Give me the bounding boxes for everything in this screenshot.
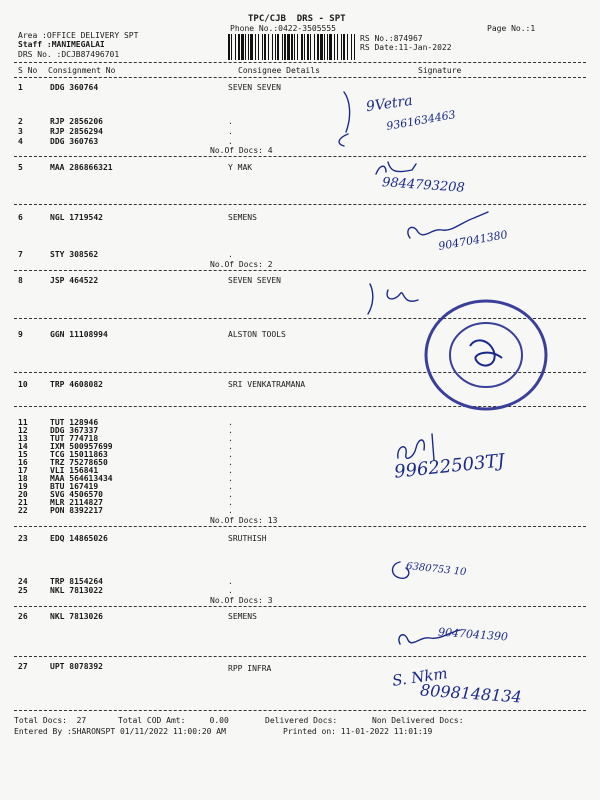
row-sno: 8 — [18, 276, 23, 285]
drs-number: DRS No. :DCJB87496701 — [18, 50, 120, 59]
staff-label: Staff :MANIMEGALAI — [18, 40, 105, 49]
row-consignee: SEVEN SEVEN — [228, 276, 281, 285]
row-sno: 17 — [18, 466, 28, 475]
row-sno: 9 — [18, 330, 23, 339]
rs-date: RS Date:11-Jan-2022 — [360, 43, 452, 52]
row-sno: 26 — [18, 612, 28, 621]
handwritten-signature: 9Vetra — [365, 92, 414, 116]
row-consignee: . — [228, 434, 233, 443]
row-consignment: TUT 128946 — [50, 418, 99, 427]
row-sno: 7 — [18, 250, 23, 259]
row-consignment: DDG 360763 — [50, 137, 99, 146]
row-consignment: TCG 15011863 — [50, 450, 108, 459]
row-consignment: EDQ 14865026 — [50, 534, 108, 543]
row-sno: 10 — [18, 380, 28, 389]
row-consignee: . — [228, 127, 233, 136]
total-docs: Total Docs: 27 — [14, 716, 87, 725]
company-seal — [420, 296, 552, 414]
row-sno: 2 — [18, 117, 23, 126]
row-sno: 13 — [18, 434, 28, 443]
col-consignee: Consignee Details — [238, 66, 320, 75]
row-consignee: . — [228, 490, 233, 499]
row-sno: 6 — [18, 213, 23, 222]
row-sno: 3 — [18, 127, 23, 136]
barcode — [228, 34, 358, 60]
row-consignment: MAA 286866321 — [50, 163, 113, 172]
row-consignee: . — [228, 577, 233, 586]
row-consignment: DDG 360764 — [50, 83, 99, 92]
row-sno: 1 — [18, 83, 23, 92]
signature-scribble — [330, 86, 380, 152]
phone-number: Phone No.:0422-3505555 — [230, 24, 336, 33]
row-sno: 15 — [18, 450, 28, 459]
row-consignment: NKL 7813022 — [50, 586, 103, 595]
row-consignee: . — [228, 586, 233, 595]
row-sno: 24 — [18, 577, 28, 586]
handwritten-phone: 8098148134 — [419, 680, 523, 707]
page-number: Page No.:1 — [487, 24, 536, 33]
row-consignee: SEVEN SEVEN — [228, 83, 281, 92]
col-consignment: Consignment No — [48, 66, 116, 75]
row-sno: 11 — [18, 418, 28, 427]
row-consignee: SEMENS — [228, 213, 257, 222]
row-consignee: ALSTON TOOLS — [228, 330, 286, 339]
row-consignment: TRP 8154264 — [50, 577, 103, 586]
row-consignee: . — [228, 426, 233, 435]
row-consignee: . — [228, 137, 233, 146]
row-consignment: SVG 4506570 — [50, 490, 103, 499]
row-consignee: . — [228, 450, 233, 459]
handwritten-signature: S. Nkm — [391, 664, 449, 690]
divider — [14, 77, 586, 78]
handwritten-phone: 9361634463 — [385, 108, 457, 133]
handwritten-phone: 9047041380 — [437, 228, 509, 253]
divider — [14, 204, 586, 205]
row-consignee: . — [228, 474, 233, 483]
row-sno: 18 — [18, 474, 28, 483]
row-consignee: . — [228, 250, 233, 259]
row-consignee: . — [228, 482, 233, 491]
divider — [14, 156, 586, 157]
printed-on: Printed on: 11-01-2022 11:01:19 — [283, 727, 433, 736]
row-consignment: PON 8392217 — [50, 506, 103, 515]
row-sno: 27 — [18, 662, 28, 671]
row-consignee: . — [228, 458, 233, 467]
row-consignment: DDG 367337 — [50, 426, 99, 435]
total-cod: Total COD Amt: 0.00 — [118, 716, 229, 725]
doc-count: No.Of Docs: 4 — [210, 146, 273, 155]
row-sno: 16 — [18, 458, 28, 467]
divider — [14, 62, 586, 63]
row-consignment: STY 308562 — [50, 250, 99, 259]
row-sno: 22 — [18, 506, 28, 515]
non-delivered-docs: Non Delivered Docs: — [372, 716, 464, 725]
row-consignee: SEMENS — [228, 612, 257, 621]
delivered-docs: Delivered Docs: — [265, 716, 338, 725]
row-consignee: RPP INFRA — [228, 664, 272, 673]
row-consignment: MAA 564613434 — [50, 474, 113, 483]
divider — [14, 656, 586, 657]
row-sno: 4 — [18, 137, 23, 146]
row-consignee: . — [228, 418, 233, 427]
rs-number: RS No.:874967 — [360, 34, 423, 43]
row-consignment: BTU 167419 — [50, 482, 99, 491]
row-sno: 12 — [18, 426, 28, 435]
col-sno: S No — [18, 66, 38, 75]
row-consignment: TUT 774718 — [50, 434, 99, 443]
row-consignment: NKL 7813026 — [50, 612, 103, 621]
divider — [14, 606, 586, 607]
row-consignee: SRUTHISH — [228, 534, 267, 543]
doc-count: No.Of Docs: 3 — [210, 596, 273, 605]
handwritten-phone: 99622503TJ — [393, 450, 506, 483]
doc-count: No.Of Docs: 2 — [210, 260, 273, 269]
handwritten-phone: 9844793208 — [381, 175, 466, 196]
row-consignment: UPT 8078392 — [50, 662, 103, 671]
doc-count: No.Of Docs: 13 — [210, 516, 278, 525]
row-consignee: SRI VENKATRAMANA — [228, 380, 306, 389]
report-title: TPC/CJB DRS - SPT — [248, 14, 346, 24]
row-sno: 14 — [18, 442, 28, 451]
divider — [14, 270, 586, 271]
row-sno: 19 — [18, 482, 28, 491]
row-consignment: RJP 2856294 — [50, 127, 103, 136]
row-consignee: . — [228, 506, 233, 515]
handwritten-phone: 6380753 10 — [405, 560, 467, 579]
divider — [14, 526, 586, 527]
row-sno: 20 — [18, 490, 28, 499]
col-signature: Signature — [418, 66, 462, 75]
row-consignment: IXM 500957699 — [50, 442, 113, 451]
row-consignment: VLI 156841 — [50, 466, 99, 475]
row-consignment: GGN 11108994 — [50, 330, 108, 339]
divider — [14, 710, 586, 711]
row-consignee: Y MAK — [228, 163, 253, 172]
row-consignment: JSP 464522 — [50, 276, 99, 285]
area-label: Area :OFFICE DELIVERY SPT — [18, 31, 139, 40]
row-consignment: TRZ 75278650 — [50, 458, 108, 467]
row-sno: 5 — [18, 163, 23, 172]
row-sno: 23 — [18, 534, 28, 543]
row-consignment: NGL 1719542 — [50, 213, 103, 222]
row-consignee: . — [228, 466, 233, 475]
row-consignment: TRP 4608082 — [50, 380, 103, 389]
entered-by: Entered By :SHARONSPT 01/11/2022 11:00:20 AM — [14, 727, 226, 736]
row-consignment: RJP 2856206 — [50, 117, 103, 126]
row-sno: 21 — [18, 498, 28, 507]
row-consignee: . — [228, 498, 233, 507]
row-consignee: . — [228, 442, 233, 451]
handwritten-phone: 9047041390 — [437, 625, 509, 644]
row-sno: 25 — [18, 586, 28, 595]
row-consignee: . — [228, 117, 233, 126]
row-consignment: MLR 2114827 — [50, 498, 103, 507]
